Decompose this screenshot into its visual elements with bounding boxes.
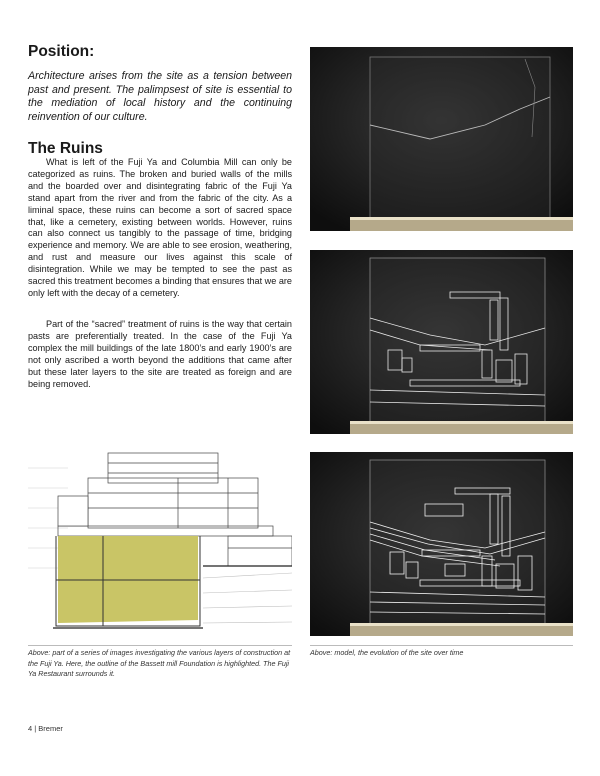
caption-rule-left [28,645,292,646]
caption-section-drawing: Above: part of a series of images investigating the various layers of construction at the Fuji Ya. Here, the outline of the Bassett mill Foundation is highlighted. The Fuji Ya Restaurant surrounds it. [28,648,291,679]
caption-model-photos: Above: model, the evolution of the site over time [310,648,464,657]
page-footer: 4 | Bremer [28,724,63,733]
model-photo-1 [310,47,573,231]
section-heading-position: Position: [28,43,95,60]
section-heading-ruins: The Ruins [28,140,103,157]
position-intro: Architecture arises from the site as a tension between past and present. The palimpsest of site is essential to the mediation of local history and the continuing reinvention of our culture. [28,70,292,123]
caption-rule-right [310,645,573,646]
ruins-paragraph-1: What is left of the Fuji Ya and Columbia Mill can only be categorized as ruins. The broken and buried walls of the mills and the boarded over and disintegrating fabric of the Fuji Ya stand apart from the river and from the fabric of the city. As a liminal space, these ruins can become a sort of sacred space that, like a cemetery, existing between worlds. However, ruins can also connect us tangibly to the passage of time, bridging experience and memory. We are able to see erosion, weathering, and rust and measure our lives against this scale of disintegration. While we may be tempted to see the past as sacred this treatment becomes a binding that ensures that we are only left with the decay of a cemetery. [28,157,292,298]
section-drawing [28,448,292,640]
model-photo-2 [310,250,573,434]
model-photo-3 [310,452,573,636]
ruins-paragraph-2: Part of the “sacred” treatment of ruins is the way that certain pasts are preferentially treated. In the case of the Fuji Ya complex the mill buildings of the late 1800’s and early 1900’s are not only ascribed a worth beyond the additions that came after but these later layers to the site are treated as foreign and are being removed. [28,319,292,389]
